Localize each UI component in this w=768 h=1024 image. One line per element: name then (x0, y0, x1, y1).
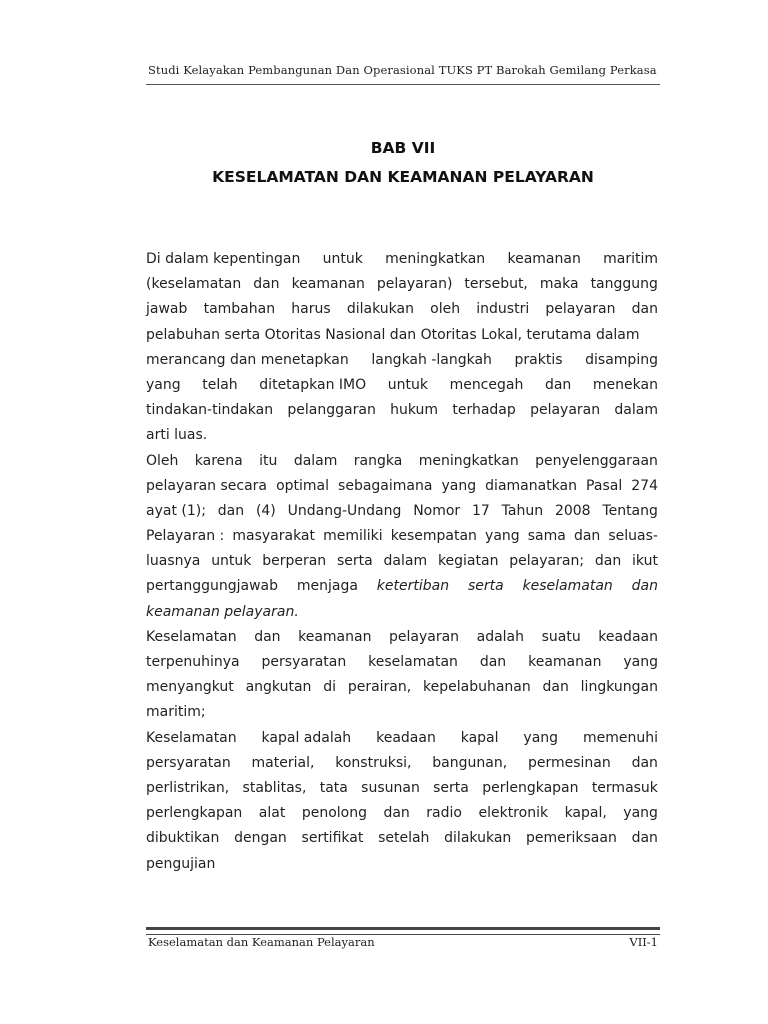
text-line (146, 499, 658, 524)
text-segment: radio (426, 805, 462, 822)
text-segment: 274 (631, 477, 658, 494)
text-segment: yang (623, 654, 658, 670)
text-segment: jawab (146, 301, 188, 318)
text-segment: dan (631, 301, 658, 318)
text-line (146, 801, 658, 826)
text-segment: dan (631, 830, 658, 847)
text-segment: tambahan (203, 301, 276, 318)
text-segment: 2008 (554, 502, 591, 519)
text-segment: alat (258, 805, 286, 822)
text-line (146, 852, 658, 877)
text-segment: harus (291, 301, 331, 318)
text-segment: luasnya (146, 553, 201, 570)
text-segment: material, (251, 754, 315, 771)
text-line (146, 776, 658, 801)
text-segment: serta (467, 578, 504, 595)
text-segment: pelayaran) (376, 276, 453, 293)
text-segment: (4) (255, 502, 276, 519)
text-line (146, 600, 658, 625)
text-segment: persyaratan (146, 754, 231, 771)
body-text (146, 247, 658, 877)
text-segment: yang (523, 729, 559, 746)
text-segment: dan (542, 679, 569, 696)
text-segment: dan (544, 376, 572, 393)
text-segment: pengujian (146, 855, 216, 872)
text-segment: maritim; (146, 704, 206, 721)
text-segment: sebagaimana (338, 477, 433, 494)
text-segment: keadaan (376, 729, 436, 746)
text-line (146, 398, 658, 423)
text-segment: dilakukan (346, 301, 414, 318)
text-segment: bangunan, (432, 754, 508, 771)
text-segment: tanggung (590, 276, 658, 293)
text-segment: Keselamatan (146, 628, 237, 645)
text-segment: pelabuhan serta Otoritas Nasional dan Otoritas Lokal, terutama dalam (146, 326, 640, 343)
text-segment: Di dalam kepentingan (146, 251, 301, 267)
text-segment: yang (485, 528, 520, 545)
text-segment: ditetapkan IMO (259, 376, 367, 393)
text-segment: keamanan (291, 276, 365, 293)
text-segment: pelayaran secara (146, 477, 268, 494)
text-segment: (keselamatan (146, 276, 242, 293)
text-segment: dan (254, 628, 281, 645)
text-line (146, 650, 658, 675)
text-segment: ayat (1); (146, 502, 206, 519)
text-segment: untuk (322, 251, 363, 267)
text-segment: yang (623, 805, 658, 822)
text-segment: pelayaran (530, 402, 601, 419)
text-segment: keamanan (507, 251, 581, 267)
text-line (146, 247, 658, 272)
text-segment: konstruksi, (335, 754, 412, 771)
text-segment: masyarakat (232, 528, 315, 545)
text-segment: serta (337, 553, 373, 570)
text-segment: serta (433, 779, 469, 796)
text-segment: rangka (353, 452, 403, 469)
text-segment: langkah -langkah (371, 351, 492, 368)
text-segment: sertifikat (301, 830, 364, 847)
text-segment: angkutan (245, 679, 312, 696)
text-line (146, 449, 658, 474)
text-line (146, 524, 658, 549)
text-segment: lingkungan (580, 679, 658, 696)
text-segment: praktis (514, 351, 563, 368)
text-segment: Tahun (501, 502, 544, 519)
text-line (146, 549, 658, 574)
text-segment: Pasal (586, 477, 623, 494)
text-segment: meningkatkan (418, 452, 519, 469)
text-line (146, 574, 658, 599)
text-line (146, 423, 658, 448)
text-segment: pertanggungjawab (146, 578, 278, 595)
footer-section-title: Keselamatan dan Keamanan Pelayaran (148, 935, 375, 949)
text-line (146, 625, 658, 650)
text-segment: Nomor (413, 502, 461, 519)
text-segment: karena (194, 452, 243, 469)
text-segment: keamanan pelayaran. (146, 603, 299, 620)
text-segment: itu (259, 452, 278, 469)
text-segment: perlengkapan (482, 779, 579, 796)
text-segment: memiliki (323, 528, 383, 545)
text-segment: keadaan (598, 628, 658, 645)
text-segment: merancang dan menetapkan (146, 351, 349, 368)
text-segment: dalam (614, 402, 658, 419)
text-segment: untuk (387, 376, 428, 393)
text-line (146, 348, 658, 373)
text-segment: maka (539, 276, 579, 293)
text-segment: maritim (603, 251, 658, 267)
text-segment: meningkatkan (385, 251, 486, 267)
text-line (146, 675, 658, 700)
text-segment: terhadap (452, 402, 516, 419)
text-segment: penolong (301, 805, 367, 822)
text-segment: dengan (234, 830, 287, 847)
text-segment: Keselamatan (146, 729, 237, 746)
text-segment: keamanan (298, 628, 372, 645)
text-segment: Tentang (602, 502, 658, 519)
text-segment: tindakan-tindakan (146, 402, 274, 419)
text-segment: Undang-Undang (287, 502, 402, 519)
text-segment: persyaratan (261, 654, 347, 670)
text-segment: memenuhi (582, 729, 658, 746)
paragraph (146, 726, 658, 877)
text-segment: Pelayaran : (146, 528, 225, 545)
text-segment: dan (217, 502, 245, 519)
text-segment: seluas- (608, 528, 658, 545)
text-line (146, 751, 658, 776)
text-line (146, 272, 658, 297)
text-segment: pelayaran; (509, 553, 585, 570)
text-segment: menekan (592, 376, 658, 393)
paragraph (146, 449, 658, 625)
text-segment: ikut (632, 553, 658, 570)
text-line (146, 826, 658, 851)
text-line (146, 373, 658, 398)
text-segment: kegiatan (437, 553, 499, 570)
text-segment: dan (631, 754, 658, 771)
text-segment: pelayaran (389, 628, 460, 645)
text-segment: pelayaran (545, 301, 616, 318)
text-segment: dibuktikan (146, 830, 220, 847)
text-segment: dilakukan (444, 830, 512, 847)
text-segment: dalam (383, 553, 428, 570)
text-segment: stablitas, (242, 779, 307, 796)
text-segment: yang (441, 477, 477, 494)
text-segment: perlistrikan, (146, 779, 230, 796)
text-line (146, 726, 658, 751)
text-segment: termasuk (591, 779, 658, 796)
text-line (146, 323, 658, 348)
text-segment: kapal (460, 729, 499, 746)
text-segment: kapal adalah (261, 729, 352, 746)
text-segment: dan (631, 578, 658, 595)
text-segment: ketertiban (376, 578, 450, 595)
text-segment: keamanan (528, 654, 602, 670)
header-title: Studi Kelayakan Pembangunan Dan Operasional TUKS PT Barokah Gemilang Perkasa (148, 63, 657, 77)
text-segment: keselamatan (368, 654, 458, 670)
text-segment: di (323, 679, 337, 696)
text-segment: arti luas. (146, 427, 208, 444)
text-segment: dan (573, 528, 601, 545)
text-segment: diamanatkan (485, 477, 577, 494)
text-segment: kapal, (564, 805, 607, 822)
text-segment: industri (476, 301, 530, 318)
text-segment: adalah (476, 628, 525, 645)
text-segment: menjaga (296, 578, 358, 595)
paragraph (146, 247, 658, 449)
text-segment: keselamatan (522, 578, 613, 595)
chapter-number: BAB VII (370, 139, 436, 157)
text-segment: dan (594, 553, 622, 570)
text-segment: oleh (430, 301, 461, 318)
text-segment: kesempatan (390, 528, 477, 545)
text-segment: telah (202, 376, 238, 393)
paragraph (146, 625, 658, 726)
text-segment: Oleh (146, 452, 179, 469)
text-segment: kepelabuhanan (423, 679, 531, 696)
text-segment: pelanggaran (287, 402, 376, 419)
text-segment: 17 (472, 502, 490, 519)
text-segment: menyangkut (146, 679, 234, 696)
text-segment: penyelenggaraan (535, 452, 658, 469)
text-segment: tata (319, 779, 348, 796)
text-line (146, 700, 658, 725)
text-segment: susunan (361, 779, 420, 796)
text-segment: berperan (262, 553, 327, 570)
text-segment: terpenuhinya (146, 654, 240, 670)
text-segment: dalam (293, 452, 338, 469)
text-segment: dan (479, 654, 507, 670)
text-segment: untuk (211, 553, 252, 570)
text-segment: dan (253, 276, 280, 293)
text-segment: yang (146, 376, 181, 393)
text-segment: hukum (390, 402, 439, 419)
text-segment: setelah (378, 830, 430, 847)
text-segment: tersebut, (464, 276, 528, 293)
text-segment: permesinan (527, 754, 611, 771)
text-segment: suatu (541, 628, 581, 645)
text-segment: optimal (276, 477, 329, 494)
text-segment: mencegah (449, 376, 524, 393)
footer-divider (146, 927, 660, 935)
header-divider (146, 84, 660, 85)
chapter-title: KESELAMATAN DAN KEAMANAN PELAYARAN (212, 168, 594, 186)
text-line (146, 297, 658, 322)
page-number: VII-1 (629, 935, 658, 949)
text-segment: perlengkapan (146, 805, 243, 822)
text-segment: dan (383, 805, 410, 822)
text-segment: disamping (585, 351, 658, 368)
text-segment: perairan, (347, 679, 412, 696)
text-line (146, 474, 658, 499)
text-segment: sama (527, 528, 566, 545)
text-segment: elektronik (478, 805, 549, 822)
text-segment: pemeriksaan (526, 830, 617, 847)
